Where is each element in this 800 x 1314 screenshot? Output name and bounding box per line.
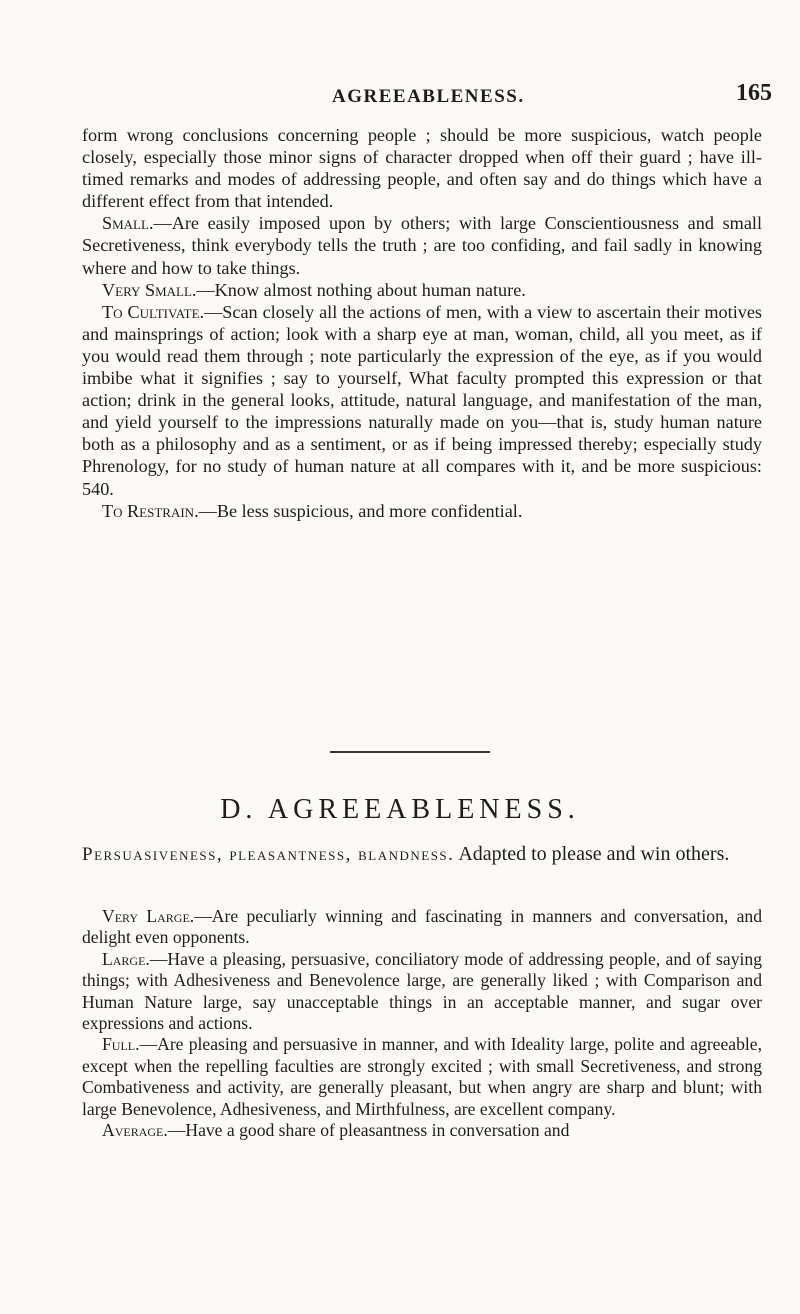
paragraph-average [82,1120,762,1141]
text-small: —Are easily imposed upon by others; with large Conscientiousness and small Secretiveness, think everybody tells the truth ; are too confiding, and fail sadly in knowing where and how to take things. [82,213,762,278]
text-large: —Have a pleasing, persuasive, conciliatory mode of addressing people, and of saying things; with Adhesiveness and Benevolence large, are generally liked ; with Comparison and Human Nature large, say unacceptable things in an acceptable manner, and sugar over expressions and actions. [82,948,762,1034]
text-very-small: —Know almost nothing about human nature. [196,279,526,300]
label-average: Average. [102,1120,168,1141]
paragraph-very-large [82,906,762,949]
paragraph-full [82,1034,762,1120]
page-number: 165 [736,80,772,106]
section-title: D. AGREEABLENESS. [220,794,580,825]
label-full: Full. [102,1034,140,1055]
label-cultivate: To Cultivate. [102,301,205,322]
section-body [82,906,762,1141]
label-large: Large. [102,948,150,969]
label-small: Small. [102,213,154,234]
paragraph-restrain [82,500,762,522]
paragraph-very-small [82,279,762,301]
section-intro [82,842,764,867]
text-cultivate: —Scan closely all the actions of men, with a view to ascertain their motives and mainsprings of action; look with a sharp eye at man, woman, child, all you meet, as if you would read them through ; note particularly the expression of the eye, as if you would imbibe what it signifies ; say to yourself, What faculty prompted this expression or that action; drink in the general looks, attitude, natural language, and manifestation of the man, and yield yourself to the impressions naturally made on you—that is, study human nature both as a philosophy and as a sentiment, or as if being impressed thereby; especially study Phrenology, for no study of human nature at all compares with it, and be more suspicious: 540. [82,301,763,499]
text-average: —Have a good share of pleasantness in conversation and [167,1120,570,1141]
section-divider [330,751,490,753]
label-very-small: Very Small. [102,279,197,300]
paragraph-cultivate [82,301,762,500]
paragraph-large [82,949,762,1035]
label-restrain: To Restrain. [102,500,199,521]
text-full: —Are pleasing and persuasive in manner, and with Ideality large, polite and agreeable, except when the repelling faculties are strongly excited ; with small Secretiveness, and strong Combativeness and activity, are generally pleasant, but when angry are sharp and blunt; with large Benevolence, Adhesiveness, and Mirthfulness, are excellent company. [82,1034,762,1119]
paragraph-continuation: form wrong conclusions concerning people ; should be more suspicious, watch people closely, especially those minor signs of character dropped when off their guard ; have ill-timed remarks and modes of addressing people, and often say and do things which have a different effect from that intended. [82,125,762,212]
running-title: AGREEABLENESS. [332,86,525,107]
section-intro-text: Adapted to please and win others. [454,843,730,865]
label-very-large: Very Large. [102,906,195,926]
text-very-large: —Are peculiarly winning and fascinating in manners and conversation, and delight even opponents. [82,906,762,948]
paragraph-small [82,212,762,278]
body-text [82,124,762,522]
section-intro-keywords: Persuasiveness, pleasantness, blandness. [82,844,455,865]
text-restrain: —Be less suspicious, and more confidential. [198,500,523,521]
